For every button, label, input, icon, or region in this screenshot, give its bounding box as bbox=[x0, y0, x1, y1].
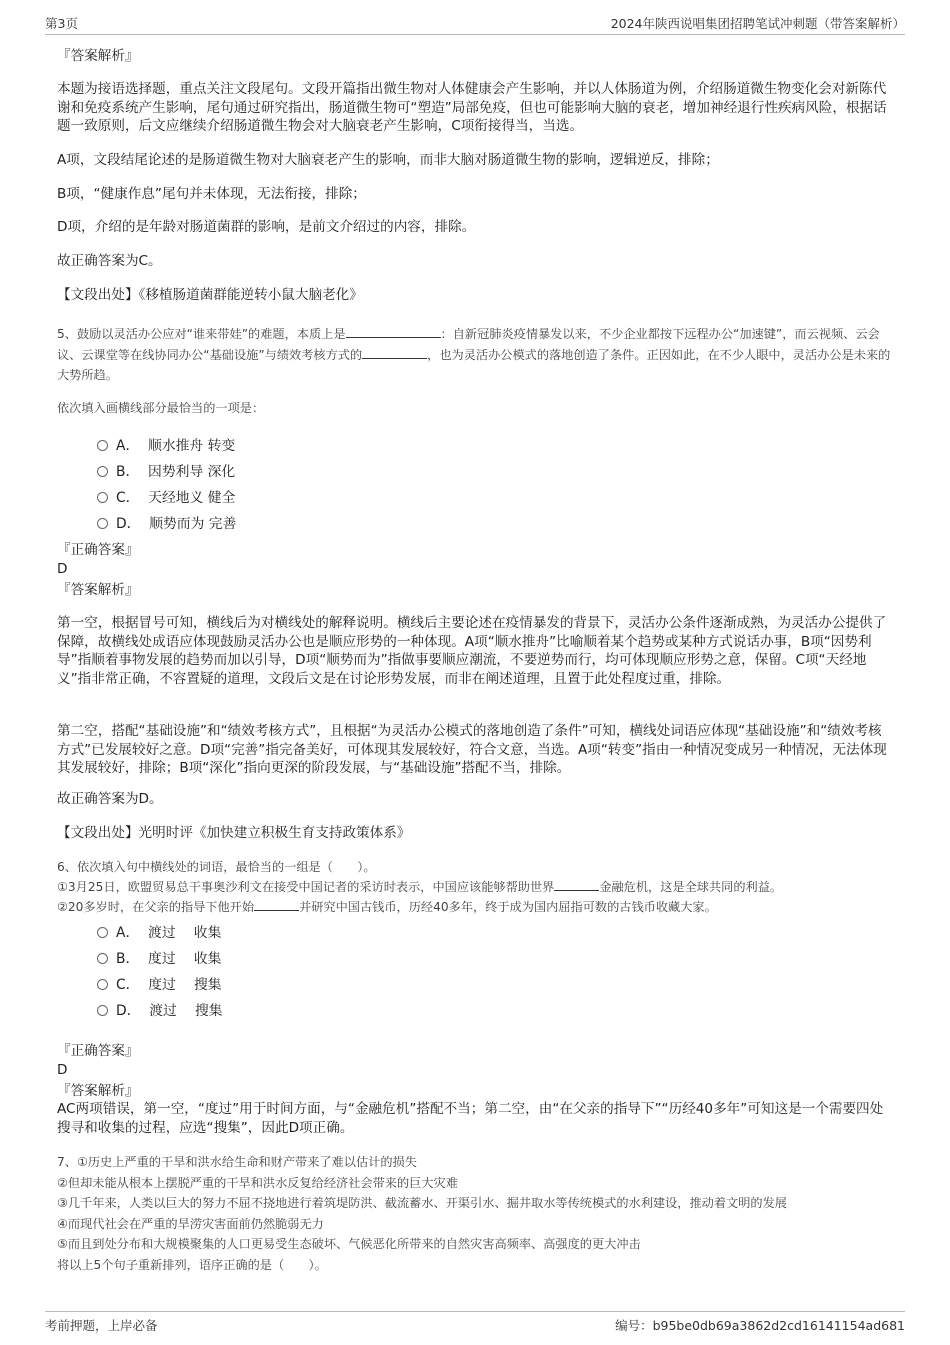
q4-analysis-b: B项，“健康作息”尾句并未体现，无法衔接，排除； bbox=[57, 186, 366, 202]
q6-s2-text-a: ②20多岁时，在父亲的指导下他开始 bbox=[57, 900, 255, 914]
option-text: 因势利导 深化 bbox=[148, 464, 236, 480]
option-letter: B． bbox=[116, 464, 140, 480]
option-letter: C． bbox=[116, 977, 140, 993]
page-footer bbox=[45, 1311, 905, 1336]
option-text: 度过 搜集 bbox=[148, 977, 222, 993]
q5-correct-label: 『正确答案』 bbox=[57, 542, 139, 558]
radio-icon[interactable] bbox=[97, 979, 108, 990]
page-header bbox=[45, 12, 905, 35]
radio-icon[interactable] bbox=[97, 953, 108, 964]
q6-correct-label: 『正确答案』 bbox=[57, 1043, 139, 1059]
option-letter: A． bbox=[116, 925, 140, 941]
q4-conclusion: 故正确答案为C。 bbox=[57, 253, 162, 269]
document-id: 编号：b95be0db69a3862d2cd16141154ad681 bbox=[615, 1318, 905, 1333]
q5-stem bbox=[57, 324, 895, 386]
q5-blank-2 bbox=[362, 346, 427, 359]
option-text: 渡过 搜集 bbox=[149, 1003, 223, 1019]
option-letter: C． bbox=[116, 490, 140, 506]
q7-line-1: 7、①历史上严重的干旱和洪水给生命和财产带来了难以估计的损失 bbox=[57, 1155, 417, 1169]
radio-icon[interactable] bbox=[97, 927, 108, 938]
q5-analysis-first: 第一空，根据冒号可知，横线后为对横线处的解释说明。横线后主要论述在疫情暴发的背景下，灵活办公条件逐渐成熟，为灵活办公提供了保障，故横线处成语应体现鼓励灵活办公也是顺应形势的一种体现。A项“顺水推舟”比喻顺着某个趋势或某种方式说话办事，B项“因势利导”指顺着事物发展的趋势而加以引导，D项“顺势而为”指做事要顺应潮流，不要逆势而行，均可体现顺应形势之意，保留。C项“天经地义”指非常正确，不容置疑的道理，文段后文是在讨论形势发展，而非在阐述道理，且置于此处程度过重，排除。 bbox=[57, 615, 887, 687]
q5-analysis-second: 第二空，搭配“基础设施”和“绩效考核方式”，且根据“为灵活办公模式的落地创造了条件”可知，横线处词语应体现“基础设施”和“绩效考核方式”已发展较好之意。D项“完善”指完备美好，可体现其发展较好，符合文意，当选。A项“转变”指由一种情况变成另一种情况，无法体现其发展较好，排除；B项“深化”指向更深的阶段发展，与“基础设施”搭配不当，排除。 bbox=[57, 723, 887, 776]
radio-icon[interactable] bbox=[97, 1005, 108, 1016]
q5-option-b[interactable] bbox=[97, 460, 235, 480]
q7-line-2: ②但却未能从根本上摆脱严重的干旱和洪水反复给经济社会带来的巨大灾难 bbox=[57, 1175, 458, 1190]
document-title: 2024年陕西说唱集团招聘笔试冲刺题（带答案解析） bbox=[610, 16, 905, 31]
q4-analysis-main: 本题为接语选择题，重点关注文段尾句。文段开篇指出微生物对人体健康会产生影响，并以人体肠道为例，介绍肠道微生物变化会对新陈代谢和免疫系统产生影响，尾句通过研究指出，肠道微生物可“塑造”局部免疫，但也可能影响大脑的衰老，增加神经退行性疾病风险，根据话题一致原则，后文应继续介绍肠道微生物会对大脑衰老产生影响，C项衔接得当，当选。 bbox=[57, 81, 887, 134]
option-letter: B． bbox=[116, 951, 140, 967]
q5-answer: D bbox=[57, 561, 68, 577]
q5-stem-part2: ：自新冠肺炎疫情暴发以来，不少企业都按下远程办公“加速键”，而云视频、云会议、云课堂等在线协同办公“基础设施”与绩效考核方式的 bbox=[57, 327, 880, 362]
q4-source: 【文段出处】《移植肠道菌群能逆转小鼠大脑老化》 bbox=[57, 287, 363, 303]
q5-stem-part1: 5、鼓励以灵活办公应对“谁来带娃”的难题，本质上是 bbox=[57, 327, 346, 341]
q6-sentence-2 bbox=[57, 897, 895, 918]
q5-blank-1 bbox=[346, 325, 441, 338]
option-text: 顺水推舟 转变 bbox=[148, 438, 236, 454]
q6-analysis: AC两项错误，第一空，“度过”用于时间方面，与“金融危机”搭配不当；第二空，由“在父亲的指导下”“历经40多年”可知这是一个需要四处搜寻和收集的过程，应选“搜集”，因此D项正确。 bbox=[57, 1101, 884, 1136]
q5-analysis-label: 『答案解析』 bbox=[57, 582, 139, 598]
q7-line-5: ⑤而且到处分布和大规模聚集的人口更易受生态破坏、气候恶化所带来的自然灾害高频率、高强度的更大冲击 bbox=[57, 1237, 641, 1251]
q4-analysis-label: 『答案解析』 bbox=[57, 48, 139, 64]
radio-icon[interactable] bbox=[97, 440, 108, 451]
q5-option-a[interactable] bbox=[97, 434, 235, 454]
radio-icon[interactable] bbox=[97, 492, 108, 503]
q5-prompt: 依次填入画横线部分最恰当的一项是： bbox=[57, 401, 265, 415]
option-text: 天经地义 健全 bbox=[148, 490, 236, 506]
q6-analysis-label: 『答案解析』 bbox=[57, 1083, 139, 1099]
q6-option-b[interactable] bbox=[97, 947, 221, 967]
q7-line-3: ③几千年来，人类以巨大的努力不屈不挠地进行着筑堤防洪、截流蓄水、开渠引水、掘井取水等传统模式的水利建设，推动着文明的发展 bbox=[57, 1196, 787, 1210]
q5-stem-part3: ，也为灵活办公模式的落地创造了条件。正因如此，在不少人眼中，灵活办公是未来的大势所趋。 bbox=[57, 347, 891, 382]
q6-answer: D bbox=[57, 1062, 68, 1078]
q6-option-d[interactable] bbox=[97, 999, 223, 1019]
page-number-label: 第3页 bbox=[45, 16, 78, 31]
q6-s2-text-b: 并研究中国古钱币，历经40多年，终于成为国内屈指可数的古钱币收藏大家。 bbox=[299, 900, 717, 914]
q6-option-a[interactable] bbox=[97, 921, 221, 941]
q6-blank-2 bbox=[254, 898, 299, 911]
q6-stem: 6、依次填入句中横线处的词语，最恰当的一组是（ ）。 bbox=[57, 860, 376, 874]
q5-conclusion: 故正确答案为D。 bbox=[57, 791, 163, 807]
footer-slogan: 考前押题，上岸必备 bbox=[45, 1318, 158, 1333]
q6-sentence-1 bbox=[57, 877, 895, 898]
option-letter: A． bbox=[116, 438, 140, 454]
option-text: 顺势而为 完善 bbox=[149, 516, 237, 532]
option-letter: D． bbox=[116, 516, 141, 532]
radio-icon[interactable] bbox=[97, 518, 108, 529]
q4-analysis-d: D项，介绍的是年龄对肠道菌群的影响，是前文介绍过的内容，排除。 bbox=[57, 219, 476, 235]
radio-icon[interactable] bbox=[97, 466, 108, 477]
q5-option-c[interactable] bbox=[97, 486, 235, 506]
option-text: 度过 收集 bbox=[148, 951, 222, 967]
q4-analysis-a: A项，文段结尾论述的是肠道微生物对大脑衰老产生的影响，而非大脑对肠道微生物的影响，逻辑逆反，排除； bbox=[57, 152, 719, 168]
option-letter: D． bbox=[116, 1003, 141, 1019]
q6-blank-1 bbox=[554, 878, 599, 891]
q7-prompt: 将以上5个句子重新排列，语序正确的是（ ）。 bbox=[57, 1257, 327, 1272]
option-text: 渡过 收集 bbox=[148, 925, 222, 941]
q5-option-d[interactable] bbox=[97, 512, 236, 532]
q7-line-4: ④而现代社会在严重的旱涝灾害面前仍然脆弱无力 bbox=[57, 1216, 324, 1231]
q6-option-c[interactable] bbox=[97, 973, 222, 993]
q5-source: 【文段出处】光明时评《加快建立积极生育支持政策体系》 bbox=[57, 825, 411, 841]
q6-s1-text-b: 金融危机，这是全球共同的利益。 bbox=[599, 880, 783, 894]
q6-s1-text-a: ①3月25日，欧盟贸易总干事奥沙利文在接受中国记者的采访时表示，中国应该能够帮助世界 bbox=[57, 880, 555, 894]
q7-block bbox=[57, 1152, 895, 1275]
